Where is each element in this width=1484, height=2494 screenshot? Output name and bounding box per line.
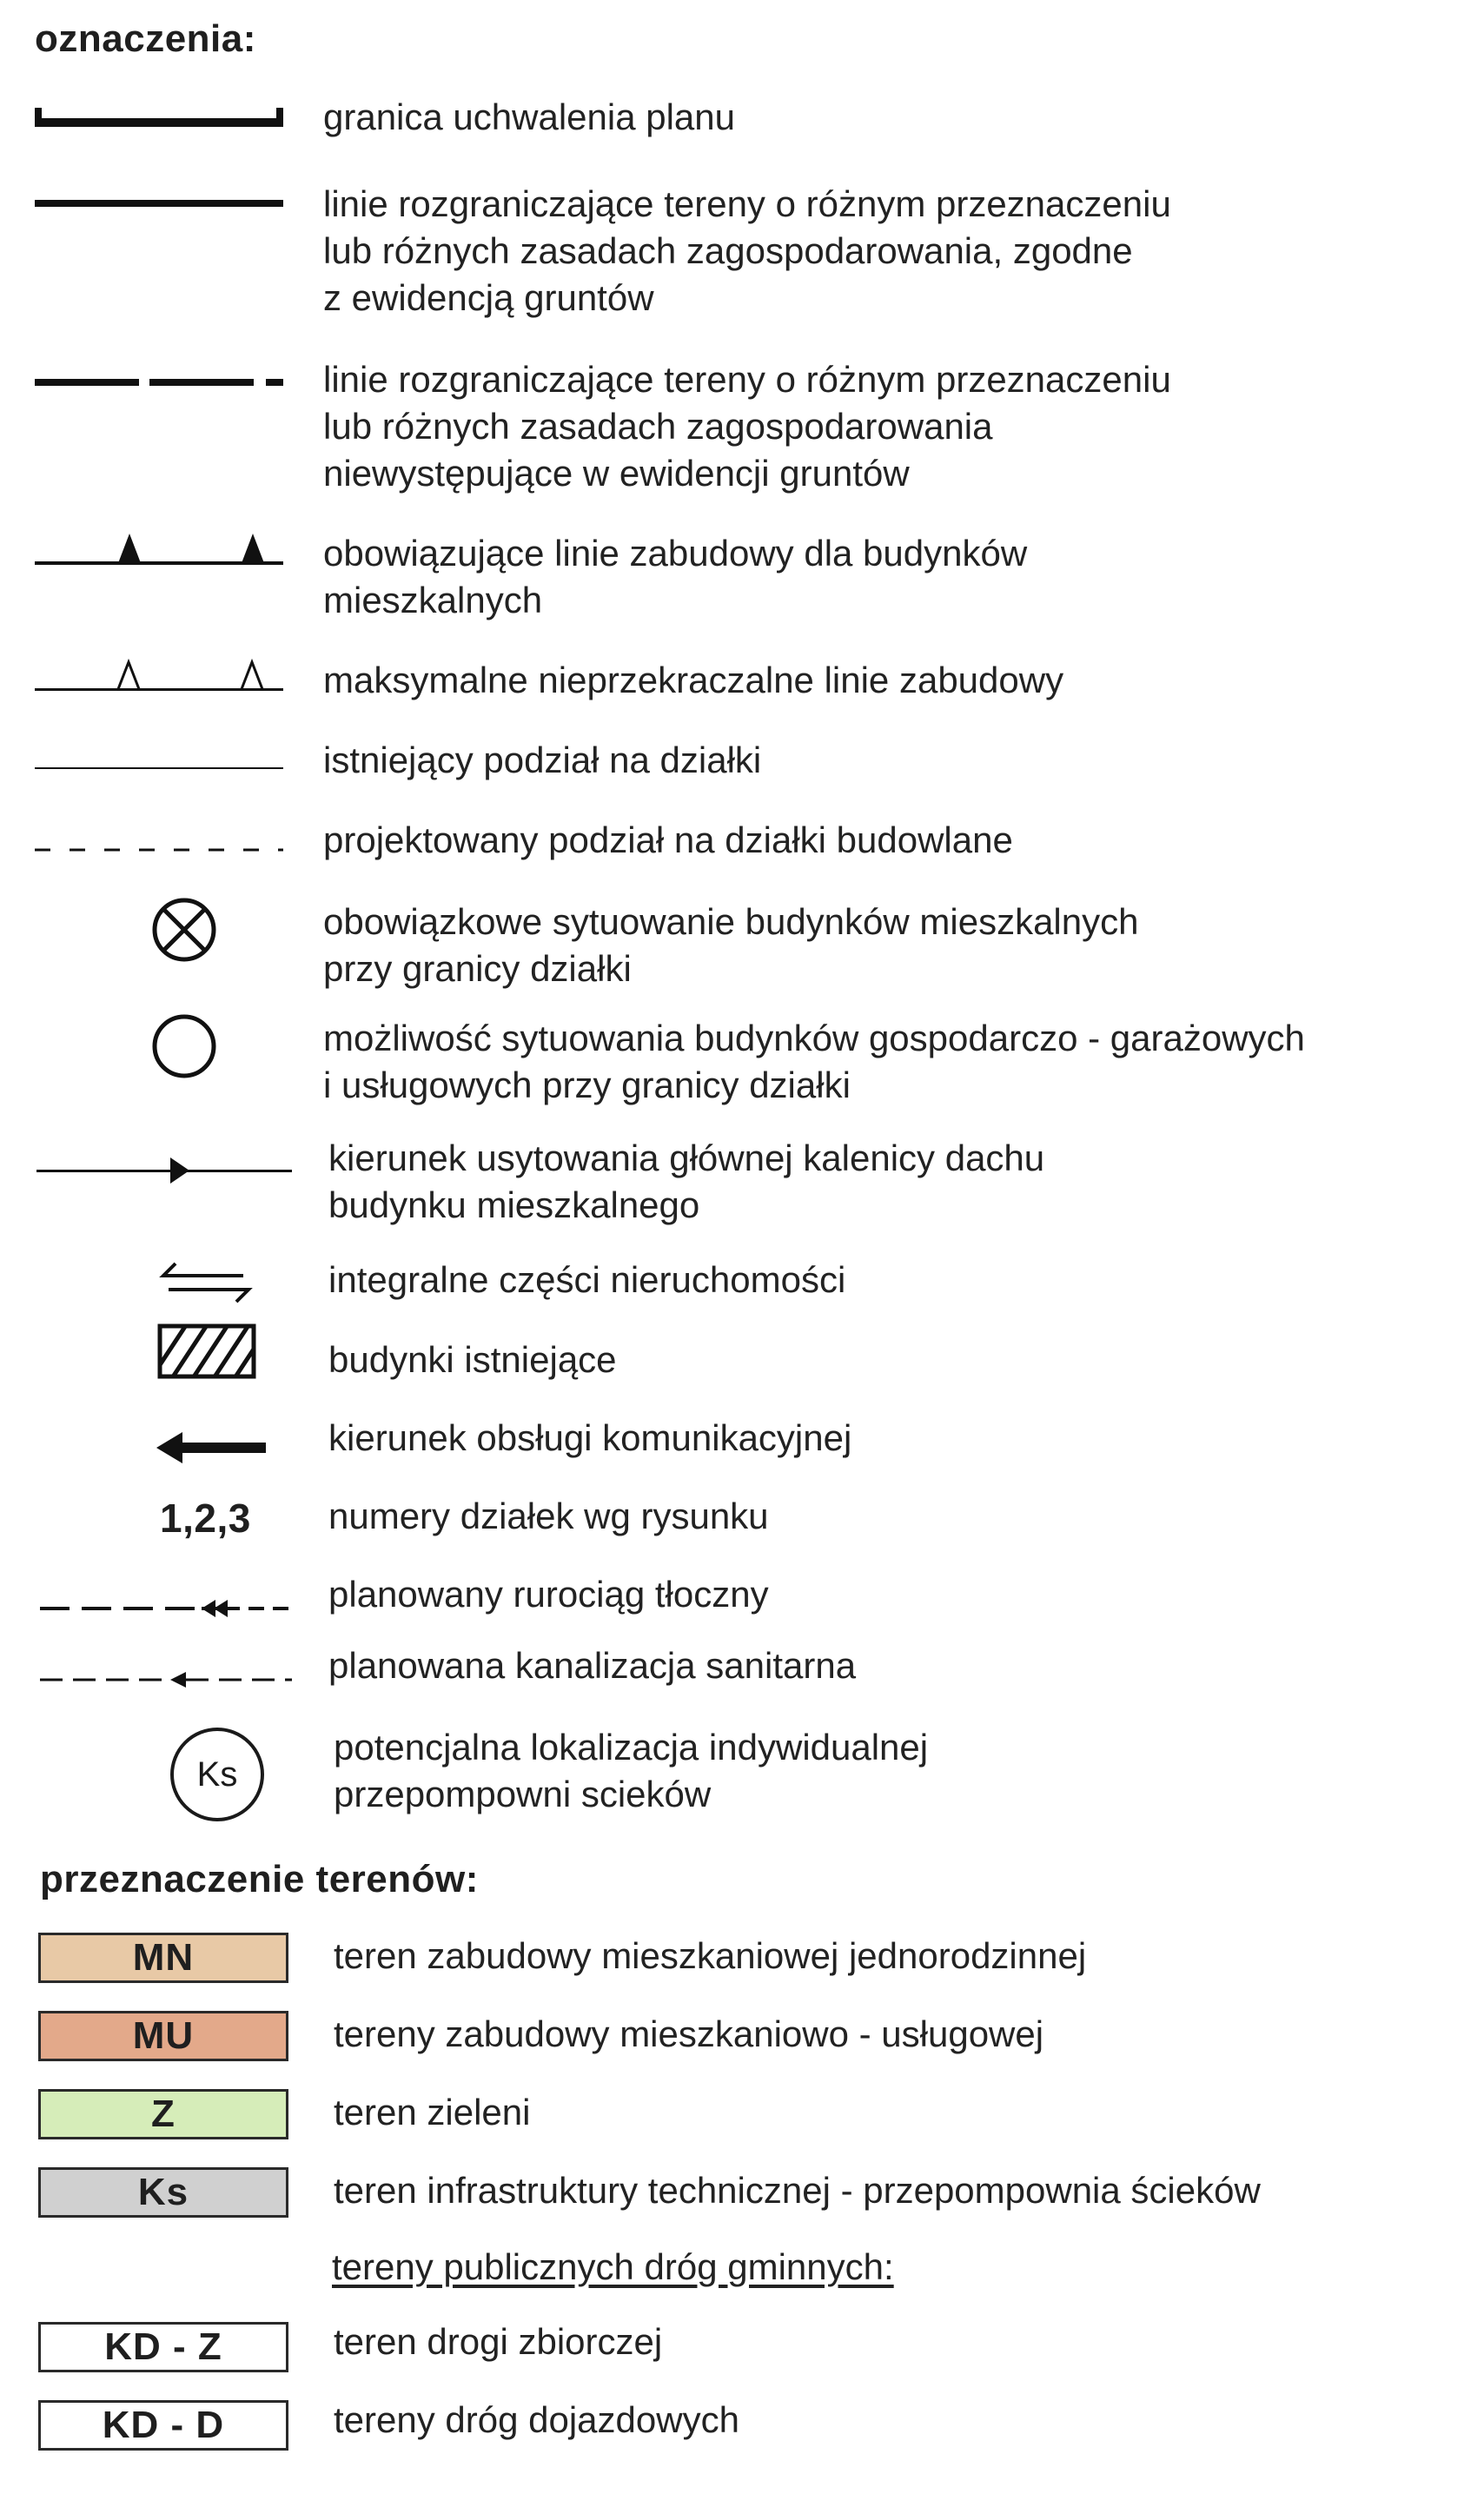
road-kd-d-text: tereny dróg dojazdowych bbox=[334, 2399, 739, 2440]
legend-item-open-triangle-text: maksymalne nieprzekraczalne linie zabudowy bbox=[323, 660, 1064, 700]
legend-item-integral-parts-text: integralne części nieruchomości bbox=[328, 1259, 846, 1300]
ridge-arrow-line-symbol bbox=[31, 1152, 301, 1191]
road-kd-z-text: teren drogi zbiorczej bbox=[334, 2321, 663, 2362]
thick-solid-line-symbol bbox=[31, 196, 292, 214]
legend-item-thick-arrow-text: kierunek obsługi komunikacyjnej bbox=[328, 1417, 852, 1458]
legend-item-thick-dashed-text: linie rozgraniczające tereny o różnym przeznaczeniu lub różnych zasadach zagospodarowania niewystępujące w ewidencji gruntów bbox=[323, 359, 1171, 494]
ks-circle-icon bbox=[170, 1728, 264, 1821]
legend-item-sewer-text: planowana kanalizacja sanitarna bbox=[328, 1645, 857, 1686]
land-use-z-text: teren zieleni bbox=[334, 2092, 531, 2133]
land-use-mu-text: tereny zabudowy mieszkaniowo - usługowej bbox=[334, 2013, 1044, 2054]
sewer-line-symbol bbox=[31, 1667, 301, 1693]
legend-item-thick-solid-text: linie rozgraniczające tereny o różnym przeznaczeniu lub różnych zasadach zagospodarowania, zgodne z ewidencją gruntów bbox=[323, 183, 1171, 318]
legend-item-filled-triangle-text: obowiązujące linie zabudowy dla budynków mieszkalnych bbox=[323, 533, 1028, 620]
legend-heading: oznaczenia: bbox=[35, 17, 256, 60]
legend-item-open-circle-text: możliwość sytuowania budynków gospodarczo - garażowych i usługowych przy granicy działki bbox=[323, 1018, 1305, 1105]
swatch-mn: MN bbox=[38, 1933, 288, 1983]
plan-boundary-line-symbol bbox=[31, 101, 292, 136]
legend-item-plan-boundary-text: granica uchwalenia planu bbox=[323, 96, 735, 137]
legend-item-thin-line-text: istniejący podział na działki bbox=[323, 740, 762, 780]
ks-circle-label: Ks bbox=[196, 1754, 238, 1794]
land-use-ks-text: teren infrastruktury technicznej - przepompownia ścieków bbox=[334, 2170, 1261, 2211]
swatch-kd-z: KD - Z bbox=[38, 2322, 288, 2372]
plot-numbers-symbol: 1,2,3 bbox=[160, 1496, 251, 1541]
pressure-pipeline-line-symbol bbox=[31, 1595, 301, 1622]
legend-item-thin-dashed-text: projektowany podział na działki budowlane bbox=[323, 819, 1013, 860]
swatch-kd-d: KD - D bbox=[38, 2400, 288, 2451]
legend-item-hatched-box-text: budynki istniejące bbox=[328, 1339, 617, 1380]
legend-item-circle-cross-text: obowiązkowe sytuowanie budynków mieszkalnych przy granicy działki bbox=[323, 901, 1139, 989]
legend-item-plot-numbers-text: numery działek wg rysunku bbox=[328, 1496, 769, 1536]
roads-heading: tereny publicznych dróg gminnych: bbox=[332, 2246, 894, 2287]
filled-triangle-line-symbol bbox=[31, 521, 292, 574]
thick-left-arrow-icon bbox=[153, 1429, 275, 1467]
thick-dashed-line-symbol bbox=[31, 375, 292, 393]
swatch-mu: MU bbox=[38, 2011, 288, 2061]
integral-parts-arrows-icon bbox=[156, 1258, 261, 1310]
thin-line-symbol bbox=[31, 765, 292, 773]
thin-dashed-line-symbol bbox=[31, 846, 292, 855]
swatch-ks: Ks bbox=[38, 2167, 288, 2218]
legend-item-ks-text: potencjalna lokalizacja indywidualnej przepompowni scieków bbox=[334, 1727, 929, 1814]
land-use-heading: przeznaczenie terenów: bbox=[40, 1858, 479, 1900]
circle-cross-icon bbox=[148, 893, 221, 966]
open-triangle-line-symbol bbox=[31, 653, 292, 697]
open-circle-icon bbox=[148, 1010, 221, 1083]
swatch-z: Z bbox=[38, 2089, 288, 2139]
legend-item-ridge-arrow-text: kierunek usytowania głównej kalenicy dachu budynku mieszkalnego bbox=[328, 1138, 1045, 1225]
hatched-box-icon bbox=[156, 1323, 257, 1380]
land-use-mn-text: teren zabudowy mieszkaniowej jednorodzinnej bbox=[334, 1935, 1087, 1976]
legend-item-pressure-pipeline-text: planowany rurociąg tłoczny bbox=[328, 1574, 769, 1615]
